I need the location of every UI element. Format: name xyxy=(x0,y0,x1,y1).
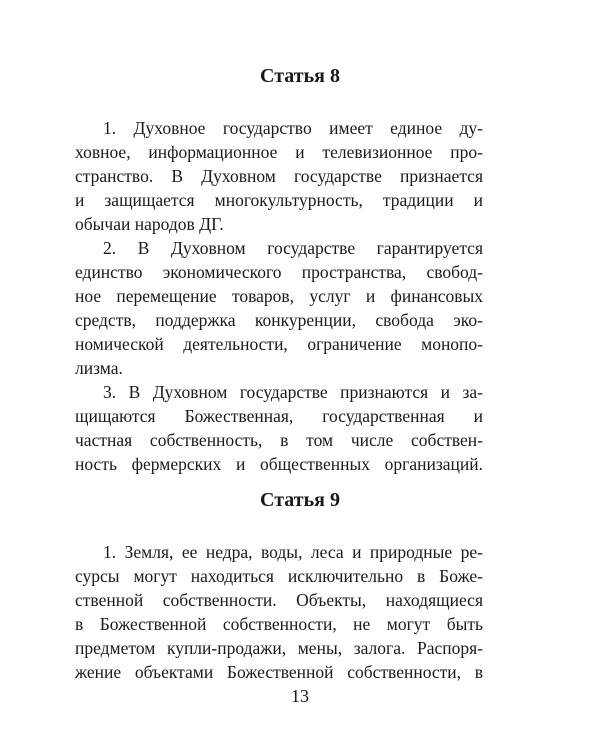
article-8-line-4: и защищается многокультурность, традиции и xyxy=(75,190,483,210)
article-9-line-5: предметом купли-продажи, мены, залога. Распоря- xyxy=(75,638,483,658)
article-8-line-1: 1. Духовное государство имеет единое ду- xyxy=(103,118,483,138)
article-8-line-8: ное перемещение товаров, услуг и финансовых xyxy=(75,286,483,306)
page-number: 13 xyxy=(291,686,309,706)
article-9-line-3: ственной собственности. Объекты, находящиеся xyxy=(75,590,483,610)
article-8-line-5: обычаи народов ДГ. xyxy=(75,214,224,234)
article-8-line-6: 2. В Духовном государстве гарантируется xyxy=(103,238,483,258)
article-8-line-3: странство. В Духовном государстве признается xyxy=(75,166,483,186)
article-9-line-1: 1. Земля, ее недра, воды, леса и природные ре- xyxy=(103,542,483,562)
article-8-line-7: единство экономического пространства, свобод- xyxy=(75,262,483,282)
article-8-line-12: 3. В Духовном государстве признаются и за- xyxy=(103,382,483,402)
article-8-line-9: средств, поддержка конкуренции, свобода эко- xyxy=(75,310,483,330)
article-9-title: Статья 9 xyxy=(260,489,340,511)
article-9-line-2: сурсы могут находиться исключительно в Боже- xyxy=(75,566,483,586)
article-8-line-2: ховное, информационное и телевизионное про- xyxy=(75,142,483,162)
article-8-line-11: лизма. xyxy=(75,358,123,378)
article-8-line-15: ность фермерских и общественных организаций. xyxy=(75,454,483,474)
article-8-line-13: щищаются Божественная, государственная и xyxy=(75,406,483,426)
article-9-line-6: жение объектами Божественной собственности, в xyxy=(75,662,483,682)
article-9-line-4: в Божественной собственности, не могут быть xyxy=(75,614,483,634)
article-8-line-10: номической деятельности, ограничение монопо- xyxy=(75,334,483,354)
article-8-line-14: частная собственность, в том числе собствен- xyxy=(75,430,483,450)
article-8-title: Статья 8 xyxy=(260,65,340,87)
